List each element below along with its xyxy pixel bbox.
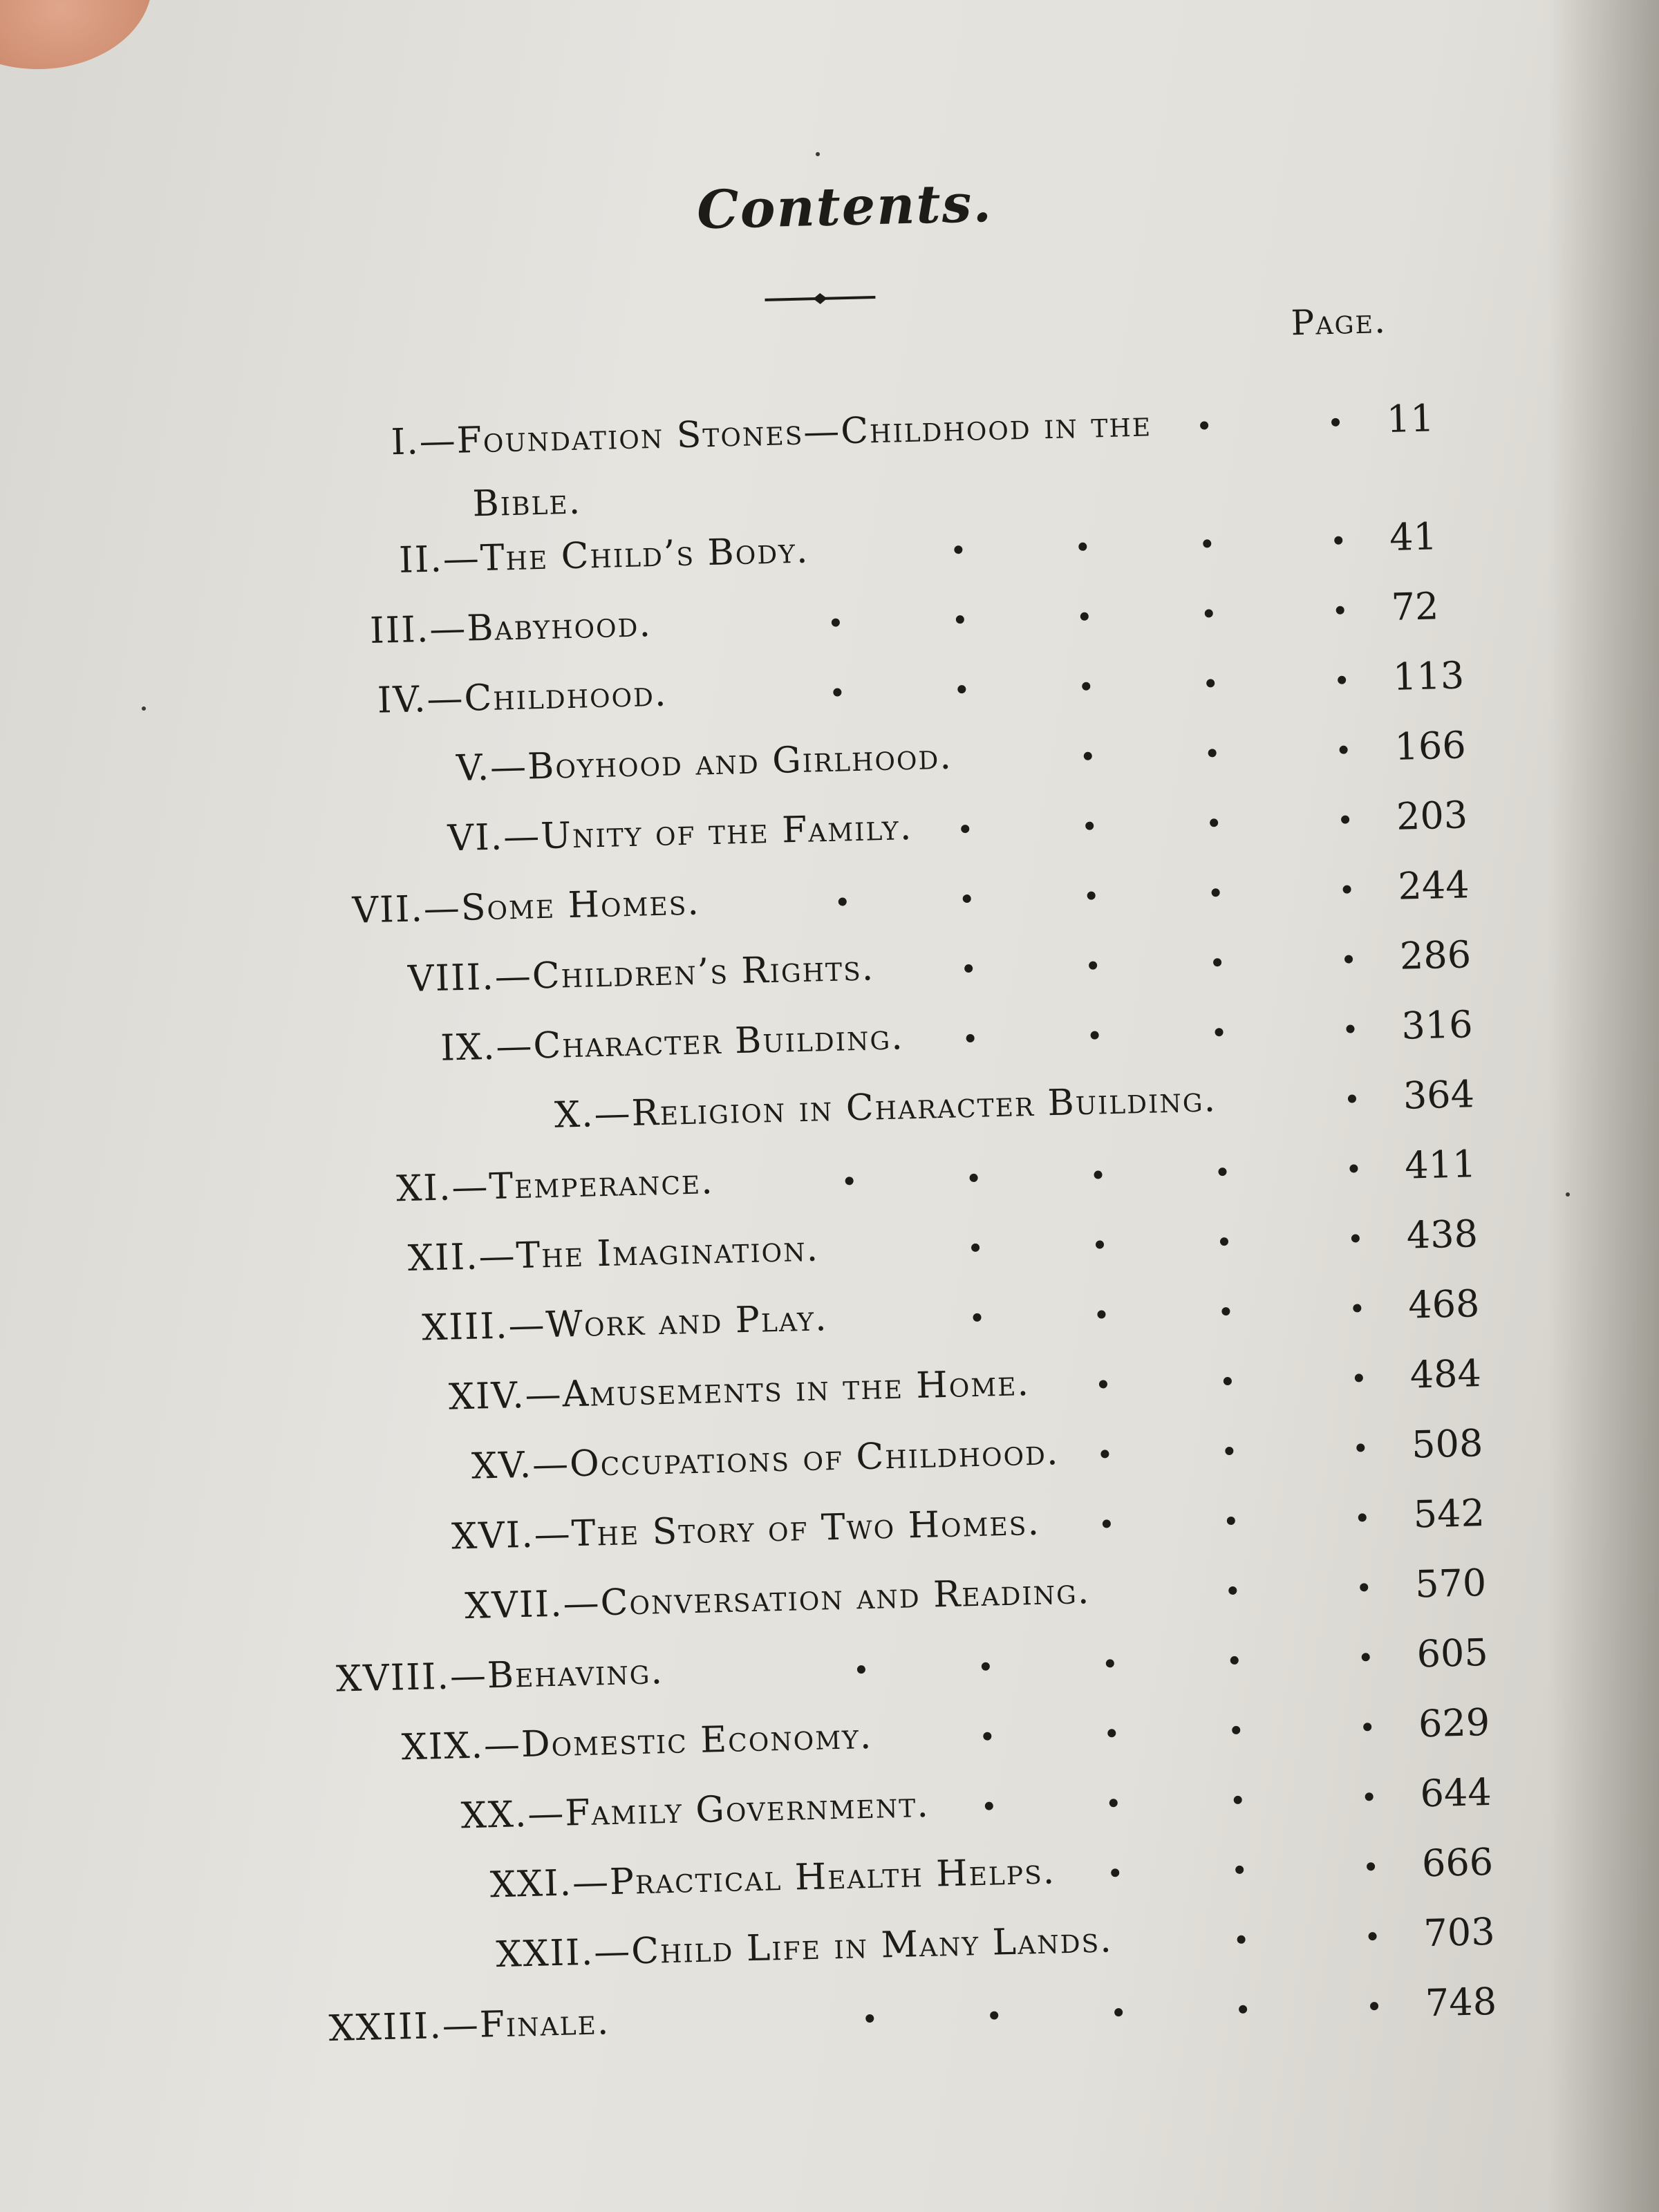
toc-entry-title: XV.—Occupations of Childhood. [471, 1432, 1060, 1488]
toc-entry [1, 1139, 1592, 1226]
toc-entry [0, 790, 1584, 877]
toc-entry [8, 1418, 1599, 1506]
toc-entry-title: VIII.—Children’s Rights. [407, 947, 875, 1000]
toc-entry-title: V.—Boyhood and Girlhood. [456, 735, 953, 790]
toc-entry-title: IX.—Character Building. [440, 1016, 905, 1069]
toc-entry-page: 542 [1412, 1491, 1485, 1537]
leader-dot [1218, 1168, 1226, 1176]
leader-dot [961, 825, 969, 833]
leader-dot [1355, 1374, 1363, 1382]
toc-entry [12, 1558, 1602, 1645]
leader-dots [14, 1652, 1396, 1694]
toc-entry-page: 629 [1418, 1700, 1490, 1746]
leader-dot [1341, 816, 1349, 824]
leader-dot [1220, 1237, 1228, 1246]
toc-entry-page: 113 [1392, 653, 1465, 699]
leader-dot [865, 2014, 874, 2023]
leader-dot [1237, 1936, 1245, 1944]
leader-dot [1097, 1310, 1105, 1318]
leader-dot [966, 1034, 975, 1042]
leader-dot [1370, 2002, 1378, 2010]
toc-entry [13, 1628, 1604, 1715]
leader-dot [1356, 1443, 1365, 1452]
leader-dot [1232, 1726, 1240, 1734]
toc-entry-page: 644 [1419, 1770, 1492, 1816]
leader-dot [1211, 888, 1219, 897]
leader-dot [1228, 1586, 1237, 1595]
toc-entry-page: 411 [1404, 1142, 1477, 1188]
leader-dot [833, 688, 841, 696]
leader-dot [1230, 1656, 1239, 1665]
toc-entry-page: 203 [1396, 793, 1468, 838]
leader-dot [963, 894, 971, 903]
leader-dot [1344, 955, 1353, 963]
toc-entry-title: X.—Religion in Character Building. [554, 1078, 1217, 1136]
leader-dot [838, 897, 847, 906]
leader-dot [1205, 609, 1213, 617]
leader-dot [990, 2011, 998, 2019]
leader-dots [0, 675, 1372, 718]
toc-entry-title: XVI.—The Story of Two Homes. [451, 1501, 1041, 1558]
leader-dot [1360, 1583, 1368, 1591]
leader-dot [985, 1802, 993, 1810]
leader-dot [954, 545, 962, 554]
leader-dots [22, 2001, 1405, 2043]
leader-dot [969, 1174, 977, 1182]
leader-dot [1351, 1234, 1360, 1242]
toc-entry [0, 720, 1582, 807]
toc-entry-title: XIII.—Work and Play. [421, 1297, 829, 1349]
leader-dot [1208, 749, 1217, 757]
toc-entry [0, 1000, 1588, 1087]
toc-entry-title: XVII.—Conversation and Reading. [464, 1571, 1091, 1628]
toc-entry-title: XIV.—Amusements in the Home. [448, 1362, 1031, 1418]
leader-dot [1084, 752, 1092, 760]
toc-entry-page: 244 [1397, 863, 1470, 908]
leader-dot [1235, 1866, 1244, 1874]
toc-entry [19, 1837, 1609, 1924]
toc-entry [10, 1488, 1601, 1575]
leader-dot [1348, 1094, 1356, 1103]
leader-dot [1342, 885, 1351, 893]
leader-dot [1089, 961, 1097, 969]
page-column-label: Page. [1290, 300, 1387, 344]
toc-entry-title: IV.—Childhood. [377, 673, 668, 722]
toc-entry [0, 393, 1574, 480]
leader-dot [1358, 1513, 1367, 1521]
toc-entry-title: XIX.—Domestic Economy. [401, 1715, 874, 1769]
toc-entry-page: 570 [1414, 1560, 1487, 1606]
toc-entry-page: 484 [1409, 1351, 1482, 1397]
toc-entry-page: 703 [1423, 1909, 1496, 1956]
toc-entry [0, 581, 1578, 668]
leader-dot [957, 685, 966, 693]
leader-dot [1338, 676, 1346, 684]
leader-dot [973, 1313, 981, 1322]
leader-dot [1215, 1028, 1223, 1036]
leader-dot [971, 1244, 980, 1252]
leader-dot [1103, 1519, 1111, 1528]
leader-dot [1114, 2008, 1123, 2016]
toc-entry [0, 650, 1580, 738]
leader-dot [983, 1732, 991, 1741]
leader-dot [1085, 822, 1094, 830]
toc-entry-page: 748 [1425, 1979, 1497, 2025]
toc-entry-title: XII.—The Imagination. [407, 1228, 820, 1280]
leader-dot [1331, 418, 1340, 427]
leader-dot [1210, 818, 1218, 827]
leader-dots [0, 606, 1371, 648]
toc-entry [5, 1279, 1595, 1366]
toc-entry [20, 1907, 1611, 1994]
leader-dot [1100, 1450, 1109, 1458]
toc-entry-page: 166 [1394, 723, 1467, 769]
leader-dot [1336, 606, 1344, 615]
toc-entry-title: VI.—Unity of the Family. [447, 806, 913, 860]
leader-dot [1346, 1024, 1354, 1033]
leader-dot [1367, 1862, 1375, 1871]
leader-dot [1203, 539, 1211, 547]
toc-entry-page: 468 [1407, 1282, 1481, 1327]
leader-dot [1339, 746, 1347, 754]
toc-entry [17, 1768, 1607, 1855]
leader-dot [964, 964, 973, 973]
leader-dot [1099, 1380, 1107, 1388]
toc-entry-page: 605 [1416, 1630, 1489, 1676]
toc-entry [3, 1209, 1594, 1296]
toc-entry-title: XI.—Temperance. [395, 1161, 715, 1210]
toc-entry-title: XX.—Family Government. [460, 1783, 930, 1837]
toc-entry-title: I.—Foundation Stones—Childhood in the [390, 403, 1152, 464]
leader-dot [1082, 682, 1090, 691]
leader-dot [1239, 2005, 1247, 2014]
leader-dot [1078, 543, 1087, 551]
toc-entry-page: 286 [1399, 932, 1472, 978]
leader-dot [1206, 679, 1215, 687]
leader-dot [1106, 1659, 1114, 1667]
toc-entry [0, 511, 1577, 598]
toc-entry-page: 364 [1403, 1072, 1475, 1118]
leader-dot [1225, 1447, 1233, 1455]
toc-entry [22, 1977, 1613, 2064]
toc-entry [0, 860, 1585, 947]
toc-entry-title: XXI.—Practical Health Helps. [489, 1850, 1056, 1906]
leader-dot [1365, 1792, 1374, 1801]
leader-dot [1090, 1031, 1098, 1039]
leader-dot [1087, 892, 1096, 900]
toc-entry-page: 41 [1389, 514, 1438, 559]
leader-dot [845, 1177, 854, 1185]
leader-dot [1200, 421, 1208, 429]
leader-dot [1107, 1729, 1116, 1737]
contents-heading: Contents. [696, 171, 993, 241]
leader-dot [1094, 1170, 1102, 1179]
leader-dot [1368, 1932, 1376, 1940]
toc-entry-title: XVIII.—Behaving. [335, 1651, 664, 1700]
leader-dot [1109, 1799, 1118, 1807]
toc-entry-page: 72 [1390, 584, 1440, 629]
toc-entry-title: XXIII.—Finale. [328, 2001, 611, 2050]
leader-dot [1213, 958, 1221, 966]
leader-dot [1334, 536, 1342, 545]
leader-dot [1353, 1304, 1361, 1312]
leader-dot [1227, 1517, 1235, 1525]
leader-dot [1363, 1723, 1371, 1731]
toc-entry-page: 438 [1406, 1212, 1479, 1257]
toc-entry [7, 1349, 1597, 1436]
toc-entry [0, 930, 1587, 1017]
toc-entry-page: 316 [1400, 1002, 1474, 1048]
leader-dot [1111, 1868, 1119, 1877]
leader-dot [1096, 1240, 1104, 1248]
toc-entry-title: VII.—Some Homes. [351, 881, 701, 932]
leader-dot [1080, 612, 1089, 621]
toc-entry-page: 508 [1411, 1421, 1484, 1467]
leader-dot [857, 1665, 865, 1674]
toc-entry-page: 11 [1386, 396, 1435, 442]
leader-dot [1362, 1653, 1370, 1661]
leader-dot [832, 618, 840, 626]
leader-dot [982, 1662, 990, 1671]
leader-dot [1221, 1307, 1230, 1315]
leader-dot [1234, 1796, 1242, 1804]
toc-entry [0, 1069, 1591, 1156]
toc-entry [15, 1698, 1606, 1785]
toc-entry-title: II.—The Child’s Body. [398, 529, 810, 581]
toc-entry-page: 666 [1421, 1839, 1494, 1886]
toc-entry-title: XXII.—Child Life in Many Lands. [495, 1919, 1114, 1976]
leader-dot [1349, 1164, 1358, 1172]
leader-dot [1224, 1377, 1232, 1385]
toc-entry-title: III.—Babyhood. [369, 603, 653, 653]
leader-dot [956, 615, 964, 624]
toc-entry-continuation: Bible. [471, 480, 582, 525]
